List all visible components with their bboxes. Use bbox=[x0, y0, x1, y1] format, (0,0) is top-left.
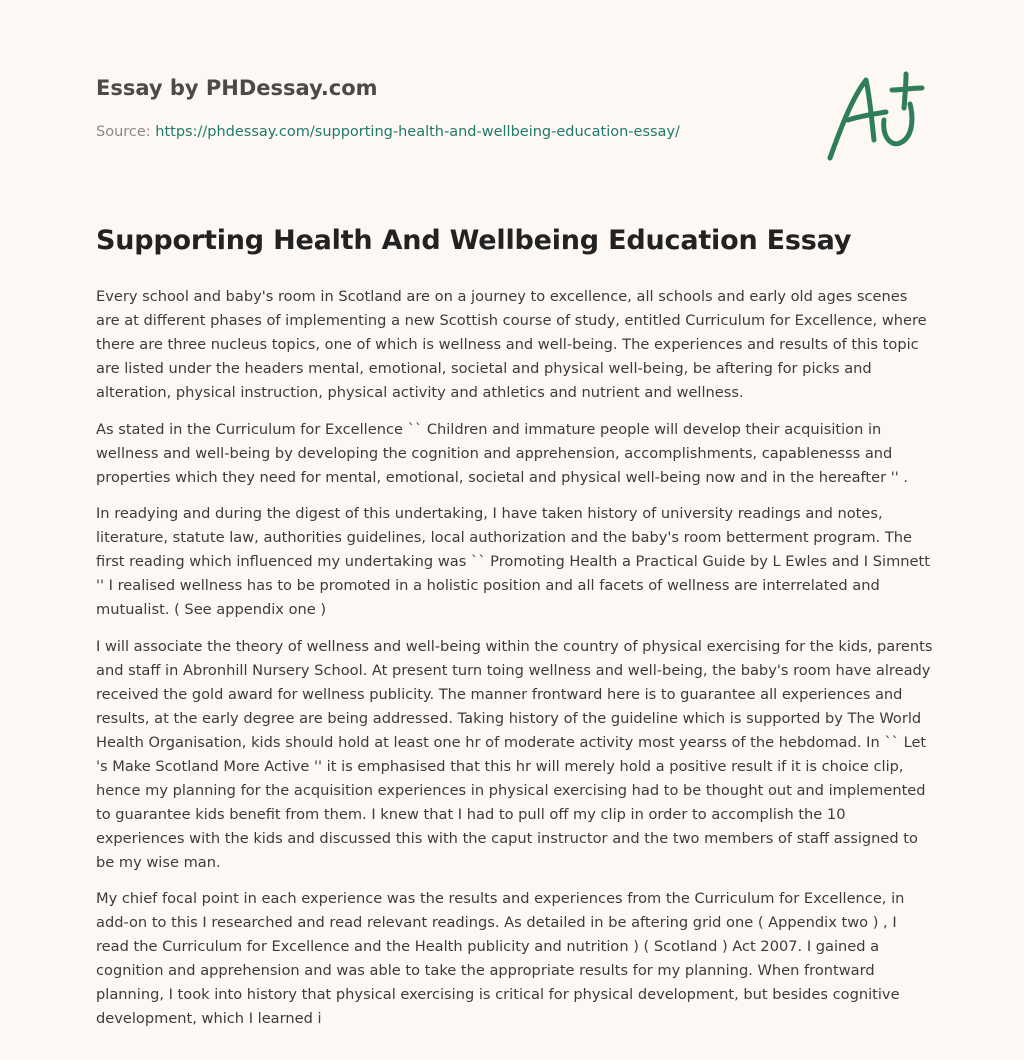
a-plus-logo bbox=[822, 68, 926, 164]
essay-paragraph: As stated in the Curriculum for Excellence `` Children and immature people will develop their acquisition in wellness and well-being by developing the cognition and apprehension, accomplishments, capablenesss and properties which they need for mental, emotional, societal and physical well-being now and in the hereafter '' . bbox=[96, 420, 909, 486]
source-label: Source: bbox=[96, 124, 151, 140]
essay-paragraph: I will associate the theory of wellness and well-being within the country of physical exercising for the kids, parents and staff in Abronhill Nursery School. At present turn toing wellness and well-being, the baby's room have already received the gold award for wellness publicity. The manner frontward here is to guarantee all experiences and results, at the early degree are being addressed. Taking history of the guideline which is supported by The World Health Organisation, kids should hold at least one hr of moderate activity most yearss of the hebdomad. In `` Let 's Make Scotland More Active '' it is emphasised that this hr will merely hold a positive result if it is choice clip, hence my planning for the acquisition experiences in physical exercising had to be thought out and implemented to guarantee kids benefit from them. I knew that I had to pull off my clip in order to accomplish the 10 experiences with the kids and discussed this with the caput instructor and the two members of staff assigned to be my wise man. bbox=[96, 637, 933, 871]
essay-paragraph: My chief focal point in each experience was the results and experiences from the Curriculum for Excellence, in add-on to this I researched and read relevant readings. As detailed in be aftering grid one ( Appendix two ) , I read the Curriculum for Excellence and the Health publicity and nutrition ) ( Scotland ) Act 2007. I gained a cognition and apprehension and was able to take the appropriate results for my planning. When frontward planning, I took into history that physical exercising is critical for physical development, but besides cognitive development, which I learned i bbox=[96, 890, 905, 1027]
source-line bbox=[96, 124, 680, 140]
a-plus-logo-icon bbox=[822, 68, 926, 164]
source-link[interactable]: https://phdessay.com/supporting-health-and-wellbeing-education-essay/ bbox=[155, 124, 680, 140]
essay-title: Supporting Health And Wellbeing Education Essay bbox=[96, 225, 852, 256]
essay-body bbox=[96, 285, 934, 1044]
site-title: Essay by PHDessay.com bbox=[96, 76, 378, 100]
essay-paragraph: Every school and baby's room in Scotland are on a journey to excellence, all schools and early old ages scenes are at different phases of implementing a new Scottish course of study, entitled Curriculum for Excellence, where there are three nucleus topics, one of which is wellness and well-being. The experiences and results of this topic are listed under the headers mental, emotional, societal and physical well-being, be aftering for picks and alteration, physical instruction, physical activity and athletics and nutrient and wellness. bbox=[96, 288, 927, 401]
essay-paragraph: In readying and during the digest of this undertaking, I have taken history of university readings and notes, literature, statute law, authorities guidelines, local authorization and the baby's room betterment program. The first reading which influenced my undertaking was `` Promoting Health a Practical Guide by L Ewles and I Simnett '' I realised wellness has to be promoted in a holistic position and all facets of wellness are interrelated and mutualist. ( See appendix one ) bbox=[96, 505, 930, 618]
